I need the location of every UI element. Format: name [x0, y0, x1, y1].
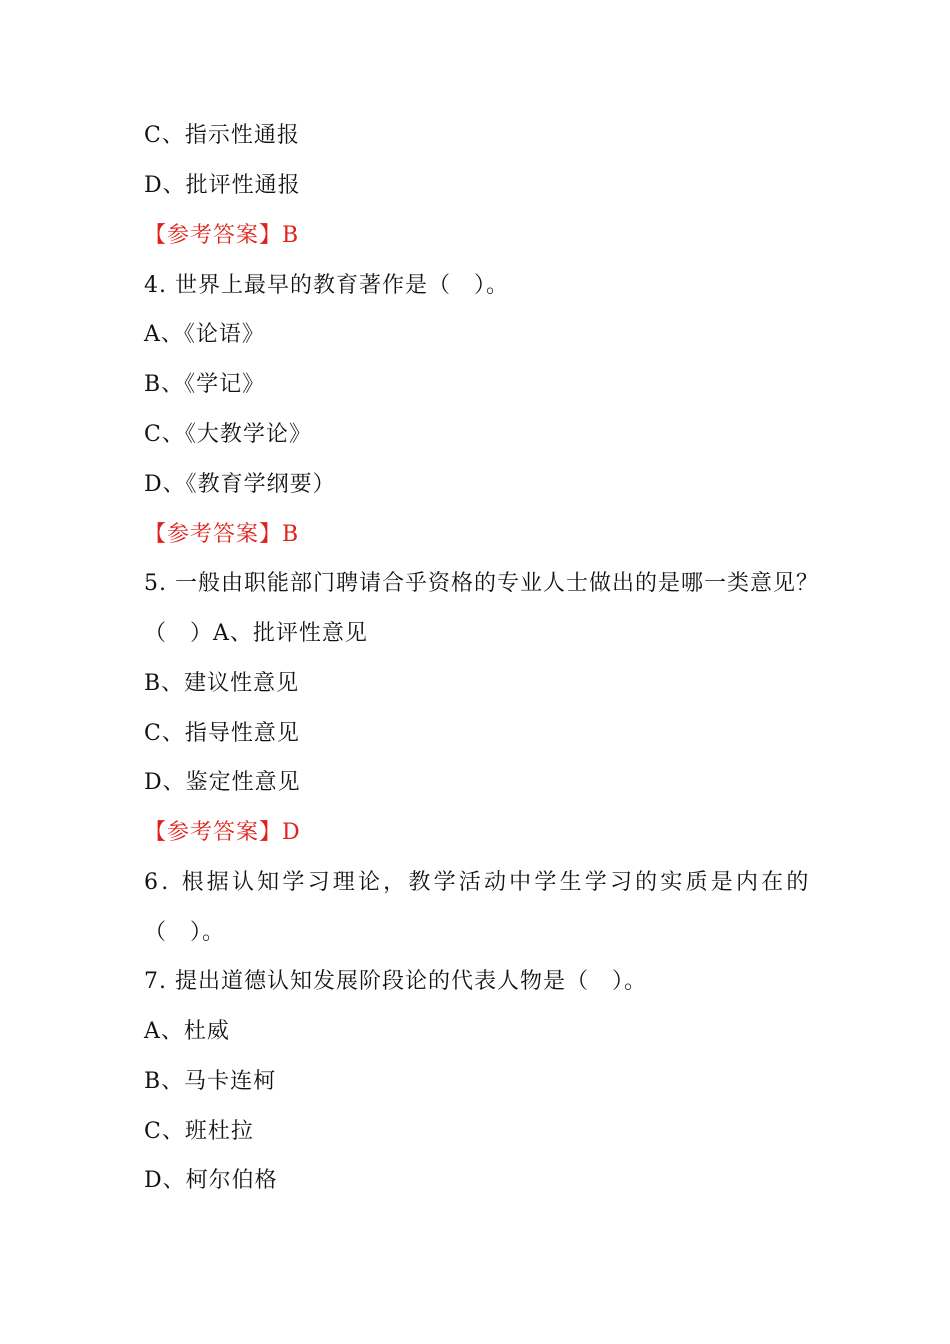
option-4c: C、《大教学论》	[144, 422, 312, 447]
option-5b: B、建议性意见	[144, 671, 300, 696]
question-6: 6. 根据认知学习理论，教学活动中学生学习的实质是内在的	[144, 870, 812, 895]
option-3c: C、指示性通报	[144, 123, 300, 148]
answer-3: 【参考答案】B	[144, 223, 300, 248]
option-7c: C、班杜拉	[144, 1119, 254, 1144]
option-7d: D、柯尔伯格	[144, 1168, 278, 1193]
question-5-continuation: （ ）A、批评性意见	[144, 621, 368, 646]
option-4b: B、《学记》	[144, 372, 266, 397]
question-7: 7. 提出道德认知发展阶段论的代表人物是（ ）。	[144, 969, 647, 994]
option-7b: B、马卡连柯	[144, 1069, 277, 1094]
answer-4: 【参考答案】B	[144, 522, 300, 547]
question-5: 5. 一般由职能部门聘请合乎资格的专业人士做出的是哪一类意见？	[144, 571, 819, 596]
question-6-continuation: （ ）。	[144, 920, 226, 945]
option-5c: C、指导性意见	[144, 721, 300, 746]
option-7a: A、杜威	[144, 1019, 230, 1044]
option-3d: D、批评性通报	[144, 173, 301, 198]
answer-5: 【参考答案】D	[144, 820, 301, 845]
question-4: 4. 世界上最早的教育著作是（ ）。	[144, 273, 509, 298]
option-4d: D、《教育学纲要）	[144, 472, 336, 497]
option-5d: D、鉴定性意见	[144, 770, 301, 795]
option-4a: A、《论语》	[144, 322, 265, 347]
